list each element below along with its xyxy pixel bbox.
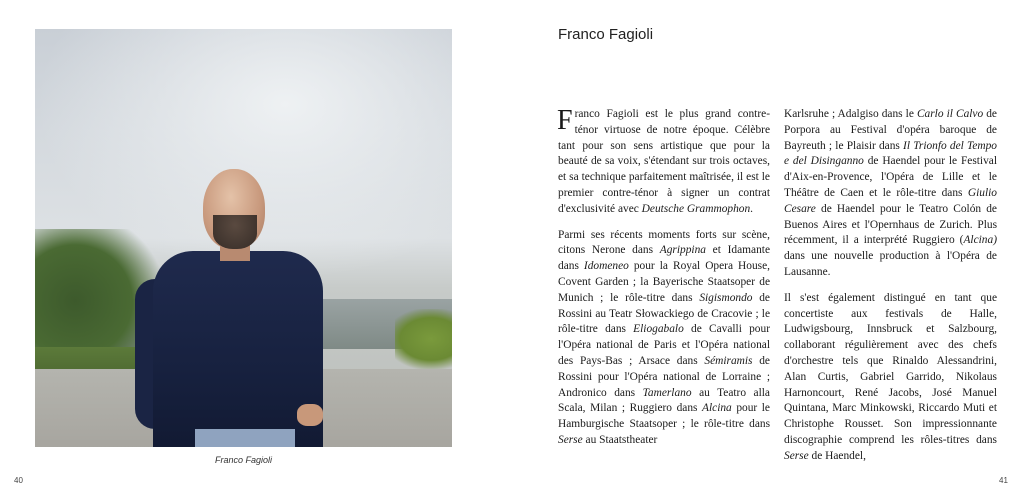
paragraph-concerts: Il s'est également distingué en tant que concertiste aux festivals de Halle, Ludwigsbourg, Innsbruck et Salzbourg, collaborant régulièrement avec des chefs d'orchestre tels que Rinaldo Alessandrini, Alan Curtis, Gabriel Garrido, Nikolaus Harnoncourt, René Jacobs, José Manuel Quintana, Marc Minkowski, Riccardo Muti et Christophe Rousset. Son impressionnante discographie comprend les rôles-titres dans Serse de Haendel, [784, 291, 997, 462]
photo-jeans [195, 429, 295, 447]
paragraph-roles: Karlsruhe ; Adalgiso dans le Carlo il Calvo de Porpora au Festival d'opéra baroque de Bayreuth ; le Plaisir dans Il Trionfo del Tempo e del Disinganno de Haendel pour le Festival d'Aix-en-Provence, l'Opéra de Lille et le Théâtre de Caen et le rôle-titre dans Giulio Cesare de Haendel pour le Teatro Colón de Buenos Aires et l'Opernhaus de Zurich. Plus récemment, il a interprété Ruggiero (Alcina) dans une nouvelle production à l'Opéra de Lausanne. [784, 108, 998, 278]
text-column-2 [784, 107, 997, 475]
photo-hand [297, 404, 323, 426]
paragraph-highlights: Parmi ses récents moments forts sur scène, citons Nerone dans Agrippina et Idamante dans Idomeneo pour la Royal Opera House, Covent Garden ; la Bayerische Staatsoper de Munich ; le rôle-titre dans Sigismondo de Rossini au Teatr Słowackiego de Cracovie ; le rôle-titre dans Eliogabalo de Cavalli pour l'Opéra national de Paris et l'Opéra national des Pays-Bas ; Arsace dans Sémiramis de Rossini pour l'Opéra national de Lorraine ; Andronico dans Tamerlano au Teatro alla Scala, Milan ; Ruggiero dans Alcina pour le Hamburgische Staatsoper ; le rôle-titre dans Serse au Staatstheater [558, 228, 770, 446]
page-number-right: 41 [999, 476, 1008, 485]
photo-beard [213, 215, 257, 249]
drop-cap: F [557, 105, 573, 136]
portrait-photo [35, 29, 452, 447]
paragraph-intro: Franco Fagioli est le plus grand contre-ténor virtuose de notre époque. Célèbre tant pour son sens artistique que pour la beauté de sa voix, s'étendant sur trois octaves, et sa technique parfaitement maîtrisée, il est le premier contre-ténor à signer un contrat d'exclusivité avec Deutsche Grammophon. [557, 105, 770, 215]
page-number-left: 40 [14, 476, 23, 485]
text-column-1 [558, 107, 770, 459]
photo-trees-right [395, 309, 452, 369]
page-title: Franco Fagioli [558, 26, 654, 43]
photo-caption: Franco Fagioli [214, 455, 273, 465]
